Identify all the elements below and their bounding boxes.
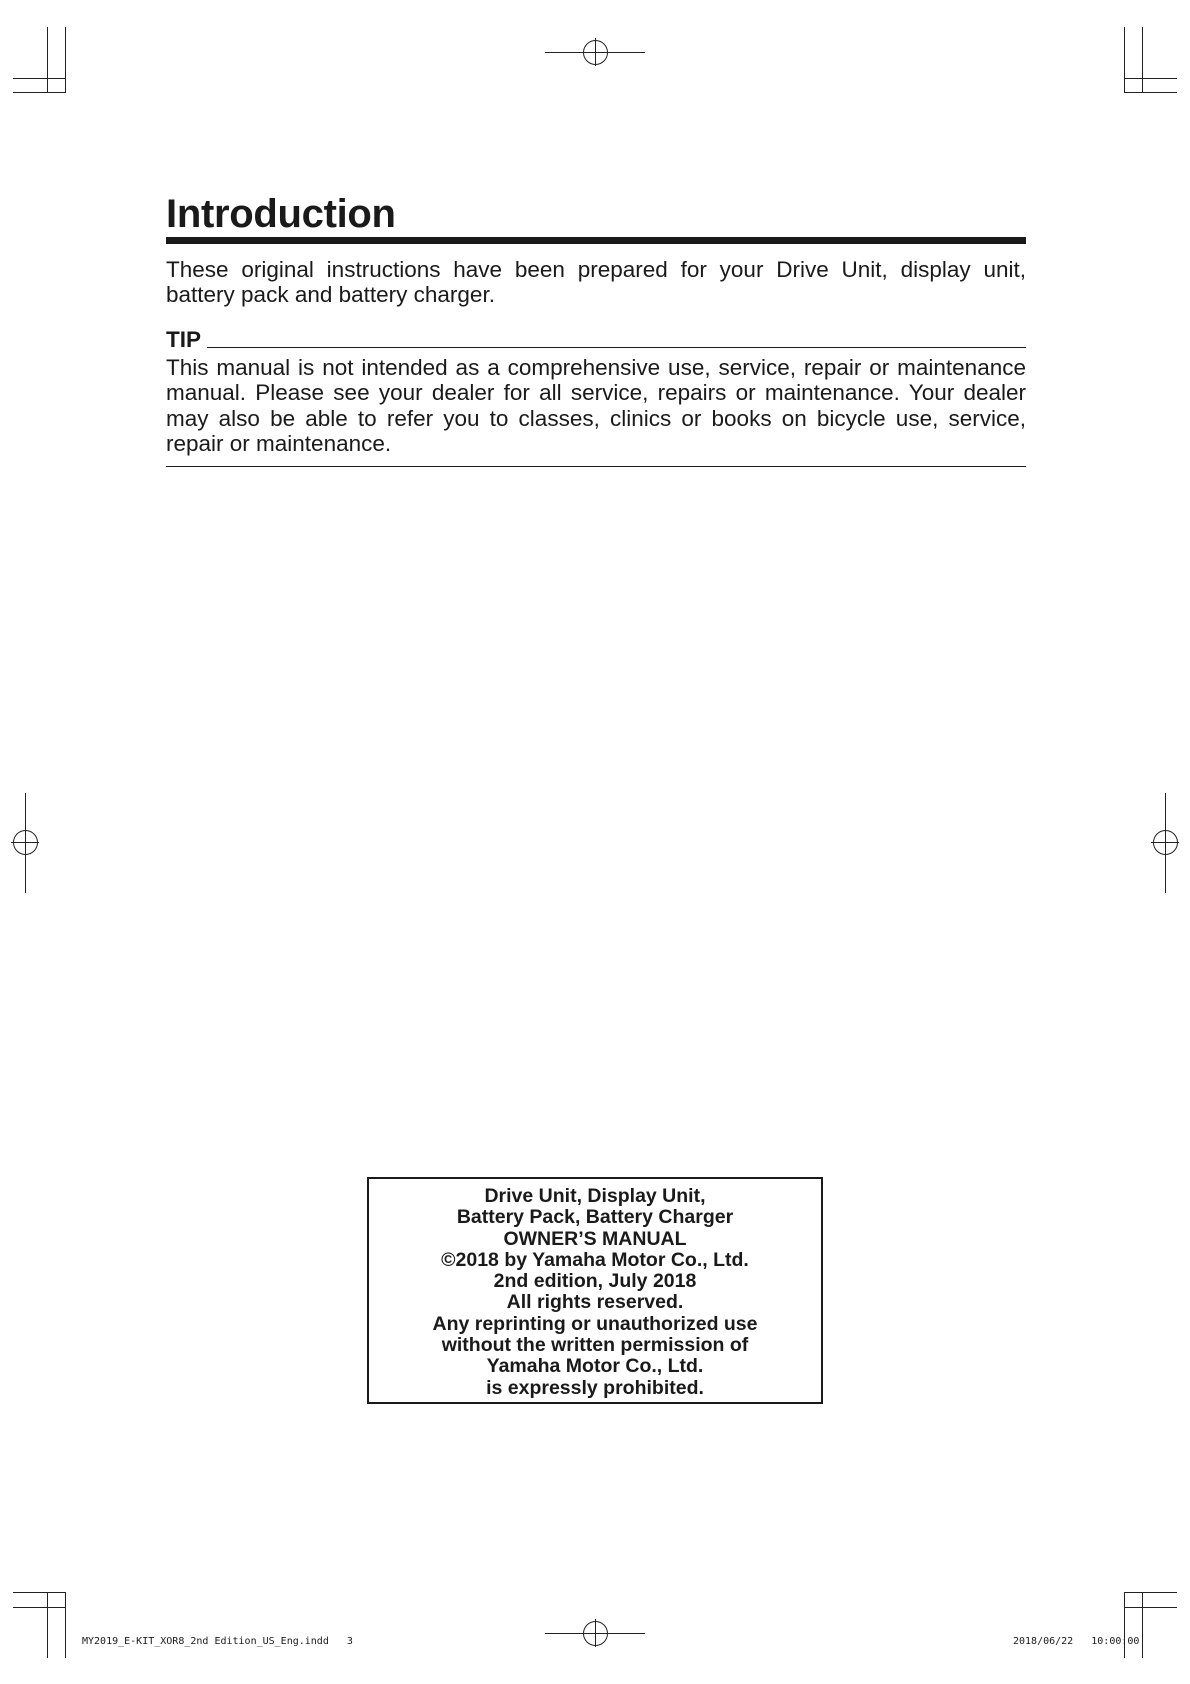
tip-bottom-rule <box>166 466 1026 467</box>
registration-target-icon <box>13 830 38 855</box>
copyright-line: All rights reserved. <box>506 1291 684 1314</box>
copyright-box <box>367 1177 823 1404</box>
print-slug-timestamp: 2018/06/22 10:00:00 <box>1013 1636 1140 1647</box>
copyright-line: is expressly prohibited. <box>486 1376 704 1399</box>
intro-paragraph: These original instructions have been prepared for your Drive Unit, display unit, battery pack and battery charger. <box>166 257 1026 307</box>
tip-label: TIP <box>166 327 202 352</box>
registration-target-icon <box>1153 830 1178 855</box>
copyright-line: OWNER’S MANUAL <box>503 1227 687 1250</box>
page-title: Introduction <box>166 192 396 236</box>
copyright-line: 2nd edition, July 2018 <box>493 1270 697 1293</box>
copyright-line: Battery Pack, Battery Charger <box>456 1206 734 1229</box>
copyright-line: Yamaha Motor Co., Ltd. <box>486 1355 704 1378</box>
tip-top-rule <box>207 347 1026 348</box>
registration-target-icon <box>583 1621 608 1646</box>
title-underline <box>166 237 1026 244</box>
copyright-line: ©2018 by Yamaha Motor Co., Ltd. <box>441 1248 749 1271</box>
copyright-line: without the written permission of <box>441 1334 749 1357</box>
registration-target-icon <box>583 40 608 65</box>
print-slug-filename: MY2019_E-KIT_XOR8_2nd Edition_US_Eng.indd 3 <box>82 1636 353 1647</box>
copyright-line: Any reprinting or unauthorized use <box>432 1312 758 1335</box>
copyright-line: Drive Unit, Display Unit, <box>484 1185 706 1207</box>
tip-text: This manual is not intended as a comprehensive use, service, repair or maintenance manual. Please see your dealer for all service, repairs or maintenance. Your dealer may also be able to refer you to classes, clinics or books on bicycle use, service, repair or maintenance. <box>166 355 1026 456</box>
